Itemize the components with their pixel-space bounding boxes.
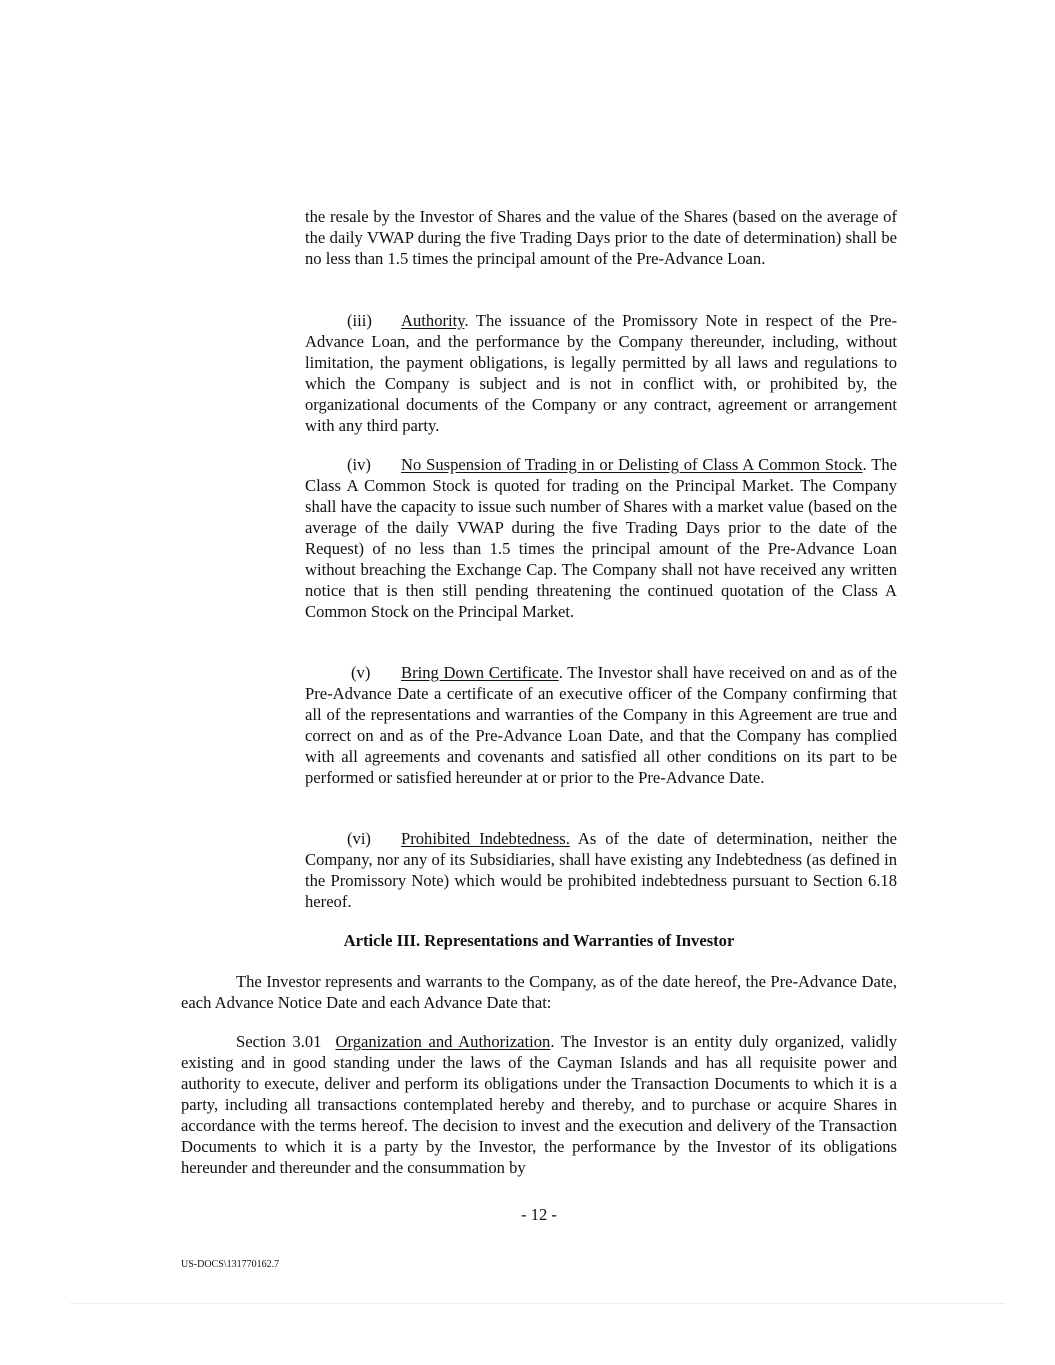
clause-title: Prohibited Indebtedness. [401,829,570,848]
paragraph-iii-authority [305,310,897,436]
clause-body: As of the date of determination, neither the Company, nor any of its Subsidiaries, shall have existing any Indebtedness (as defined in the Promissory Note) which would be prohibited indebtedness pursuant to Section 6.18 hereof. [305,829,897,911]
clause-body: . The Investor shall have received on and as of the Pre-Advance Date a certificate of an executive officer of the Company confirming that all of the representations and warranties of the Company in this Agreement are true and correct on and as of the Pre-Advance Loan Date, and that the Company has complied with all agreements and covenants and satisfied all other conditions on its part to be performed or satisfied hereunder at or prior to the Pre-Advance Date. [305,663,897,787]
paragraph-v-bring-down [305,662,897,788]
page-bottom-divider [70,1303,1005,1304]
clause-label: (vi) [347,829,371,848]
clause-title: Bring Down Certificate [401,663,559,682]
article-heading: Article III. Representations and Warranties of Investor [343,931,735,950]
clause-label: (iii) [347,311,372,330]
page-number: - 12 - [521,1205,557,1224]
clause-title: No Suspension of Trading in or Delisting of Class A Common Stock [401,455,863,474]
section-label: Section 3.01 [236,1032,322,1051]
paragraph-intro: The Investor represents and warrants to the Company, as of the date hereof, the Pre-Advance Date, each Advance Notice Date and each Advance Date that: [181,972,897,1012]
paragraph-continuation: the resale by the Investor of Shares and the value of the Shares (based on the average of the daily VWAP during the five Trading Days prior to the date of determination) shall be no less than 1.5 times the principal amount of the Pre-Advance Loan. [305,207,897,268]
paragraph-section-3-01 [181,1031,897,1178]
document-id: US-DOCS\131770162.7 [181,1259,280,1270]
clause-label: (iv) [347,455,371,474]
paragraph-iv-no-suspension [305,454,897,622]
section-title: Organization and Authorization [335,1032,551,1051]
section-body: . The Investor is an entity duly organized, validly existing and in good standing under the laws of the Cayman Islands and has all requisite power and authority to execute, deliver and perform its obligations under the Transaction Documents to which it is a party, including all transactions contemplated hereby and thereby, and to purchase or acquire Shares in accordance with the terms hereof. The decision to invest and the execution and delivery of the Transaction Documents to which it is a party by the Investor, the performance by the Investor of its obligations hereunder and thereunder and the consummation by [181,1032,898,1177]
clause-body: . The Class A Common Stock is quoted for trading on the Principal Market. The Company shall have the capacity to issue such number of Shares with a market value (based on the average of the daily VWAP during the five Trading Days prior to the date of the Request) of no less than 1.5 times the principal amount of the Pre-Advance Loan without breaching the Exchange Cap. The Company shall not have received any written notice that is then still pending threatening the continued quotation of the Class A Common Stock on the Principal Market. [305,455,898,621]
paragraph-vi-prohibited-indebtedness [305,828,897,912]
clause-title: Authority [401,311,465,330]
clause-label: (v) [351,663,371,682]
clause-body: . The issuance of the Promissory Note in respect of the Pre-Advance Loan, and the performance by the Company thereunder, including, without limitation, the payment obligations, is legally permitted by all laws and regulations to which the Company is subject and is not in conflict with, or prohibited by, the organizational documents of the Company or any contract, agreement or arrangement with any third party. [305,311,897,435]
